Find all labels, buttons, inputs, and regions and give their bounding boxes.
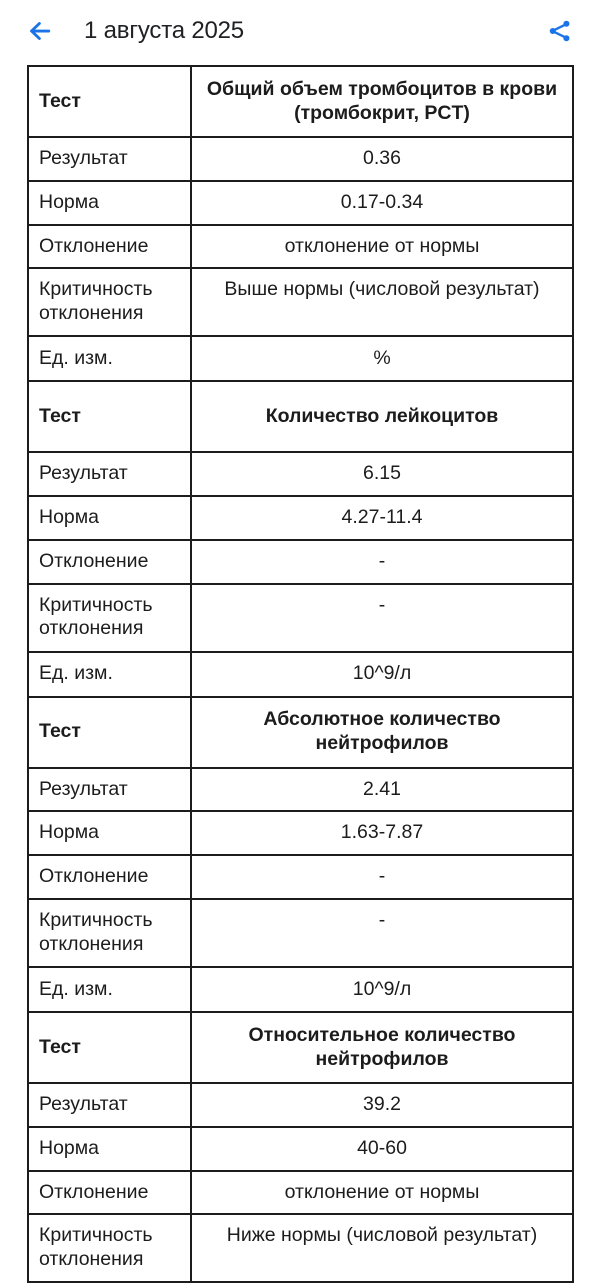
table-row [28, 452, 573, 496]
table-row [28, 268, 573, 336]
norm-value: 40-60 [191, 1127, 573, 1171]
table-row [28, 225, 573, 269]
table-row [28, 584, 573, 652]
share-icon [546, 17, 574, 45]
table-row [28, 855, 573, 899]
result-value: 39.2 [191, 1083, 573, 1127]
share-button[interactable] [538, 9, 582, 53]
row-label-result: Результат [28, 452, 191, 496]
deviation-value: - [191, 855, 573, 899]
result-value: 0.36 [191, 137, 573, 181]
table-row [28, 697, 573, 768]
app-bar [0, 0, 600, 62]
table-row [28, 1083, 573, 1127]
norm-value: 1.63-7.87 [191, 811, 573, 855]
page-title: 1 августа 2025 [84, 17, 244, 44]
table-row [28, 1012, 573, 1083]
row-label-units: Ед. изм. [28, 336, 191, 381]
row-label-test: Тест [28, 697, 191, 768]
table-row [28, 181, 573, 225]
norm-value: 0.17-0.34 [191, 181, 573, 225]
test-name-value: Абсолютное количество нейтрофилов [191, 697, 573, 768]
units-value: 10^9/л [191, 967, 573, 1012]
result-value: 6.15 [191, 452, 573, 496]
table-row [28, 137, 573, 181]
row-label-test: Тест [28, 66, 191, 137]
row-label-norm: Норма [28, 496, 191, 540]
row-label-norm: Норма [28, 1127, 191, 1171]
table-row [28, 1127, 573, 1171]
row-label-deviation: Отклонение [28, 855, 191, 899]
row-label-result: Результат [28, 137, 191, 181]
table-row [28, 811, 573, 855]
row-label-norm: Норма [28, 181, 191, 225]
units-value: % [191, 336, 573, 381]
table-row [28, 652, 573, 697]
row-label-test: Тест [28, 1012, 191, 1083]
back-button[interactable] [18, 9, 62, 53]
row-label-criticality: Критичность отклонения [28, 268, 191, 336]
table-row [28, 967, 573, 1012]
row-label-deviation: Отклонение [28, 540, 191, 584]
deviation-value: отклонение от нормы [191, 225, 573, 269]
criticality-value: Ниже нормы (числовой результат) [191, 1214, 573, 1282]
table-row [28, 899, 573, 967]
test-name-value: Количество лейкоцитов [191, 381, 573, 452]
row-label-criticality: Критичность отклонения [28, 1214, 191, 1282]
norm-value: 4.27-11.4 [191, 496, 573, 540]
deviation-value: - [191, 540, 573, 584]
units-value: 10^9/л [191, 652, 573, 697]
table-row [28, 336, 573, 381]
test-name-value: Общий объем тромбоцитов в крови (тромбокрит, PCT) [191, 66, 573, 137]
row-label-units: Ед. изм. [28, 967, 191, 1012]
table-row [28, 768, 573, 812]
table-row [28, 66, 573, 137]
row-label-criticality: Критичность отклонения [28, 584, 191, 652]
row-label-criticality: Критичность отклонения [28, 899, 191, 967]
criticality-value: Выше нормы (числовой результат) [191, 268, 573, 336]
row-label-deviation: Отклонение [28, 225, 191, 269]
row-label-test: Тест [28, 381, 191, 452]
arrow-left-icon [25, 16, 55, 46]
row-label-deviation: Отклонение [28, 1171, 191, 1215]
criticality-value: - [191, 899, 573, 967]
criticality-value: - [191, 584, 573, 652]
deviation-value: отклонение от нормы [191, 1171, 573, 1215]
table-row [28, 381, 573, 452]
row-label-norm: Норма [28, 811, 191, 855]
result-value: 2.41 [191, 768, 573, 812]
table-row [28, 496, 573, 540]
row-label-units: Ед. изм. [28, 652, 191, 697]
test-name-value: Относительное количество нейтрофилов [191, 1012, 573, 1083]
lab-report-table [27, 65, 574, 1283]
table-row [28, 540, 573, 584]
row-label-result: Результат [28, 1083, 191, 1127]
table-row [28, 1214, 573, 1282]
row-label-result: Результат [28, 768, 191, 812]
table-row [28, 1171, 573, 1215]
lab-report-table-wrapper [27, 65, 572, 1283]
